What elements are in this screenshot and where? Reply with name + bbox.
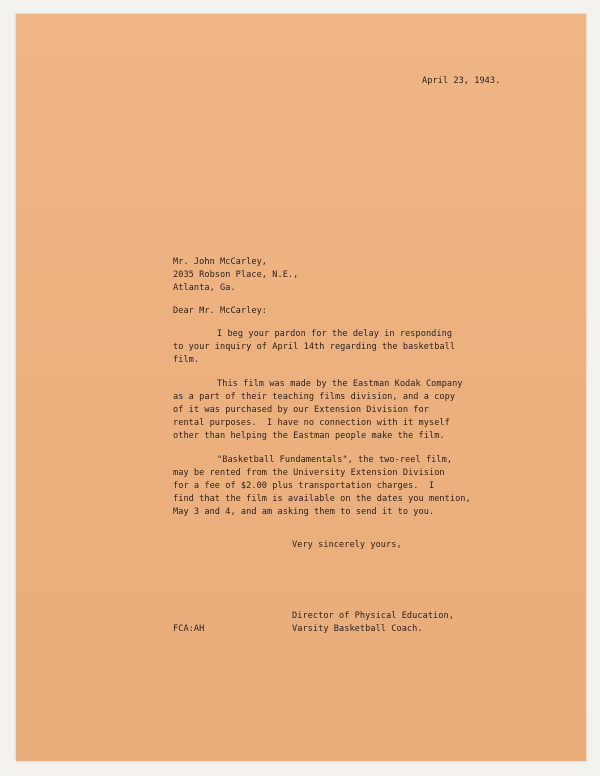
signature-title-1: Director of Physical Education, [292, 611, 454, 621]
paragraph-1-line-1: I beg your pardon for the delay in responding [217, 329, 453, 339]
paragraph-3-line-4: find that the film is available on the dates you mention, [173, 494, 471, 504]
paragraph-3-line-1: "Basketball Fundamentals", the two-reel film, [217, 455, 453, 465]
letter-date: April 23, 1943. [422, 76, 501, 86]
recipient-street: 2035 Robson Place, N.E., [173, 270, 299, 280]
recipient-name: Mr. John McCarley, [173, 257, 268, 267]
paragraph-2-line-3: of it was purchased by our Extension Division for [173, 405, 429, 415]
salutation: Dear Mr. McCarley: [173, 306, 268, 316]
paragraph-3-line-5: May 3 and 4, and am asking them to send it to you. [173, 507, 435, 517]
paragraph-1-line-3: film. [173, 355, 200, 365]
paragraph-3-line-2: may be rented from the University Extension Division [173, 468, 445, 478]
paragraph-2-line-2: as a part of their teaching films division, and a copy [173, 392, 456, 402]
letter-page [16, 14, 586, 761]
paragraph-2-line-5: other than helping the Eastman people make the film. [173, 431, 445, 441]
recipient-city: Atlanta, Ga. [173, 283, 236, 293]
paragraph-2-line-1: This film was made by the Eastman Kodak Company [217, 379, 463, 389]
signature-title-2: Varsity Basketball Coach. [292, 624, 423, 634]
paragraph-1-line-2: to your inquiry of April 14th regarding the basketball [173, 342, 456, 352]
paragraph-3-line-3: for a fee of $2.00 plus transportation charges. I [173, 481, 435, 491]
reference-initials: FCA:AH [173, 624, 205, 634]
paragraph-2-line-4: rental purposes. I have no connection with it myself [173, 418, 450, 428]
closing: Very sincerely yours, [292, 540, 402, 550]
